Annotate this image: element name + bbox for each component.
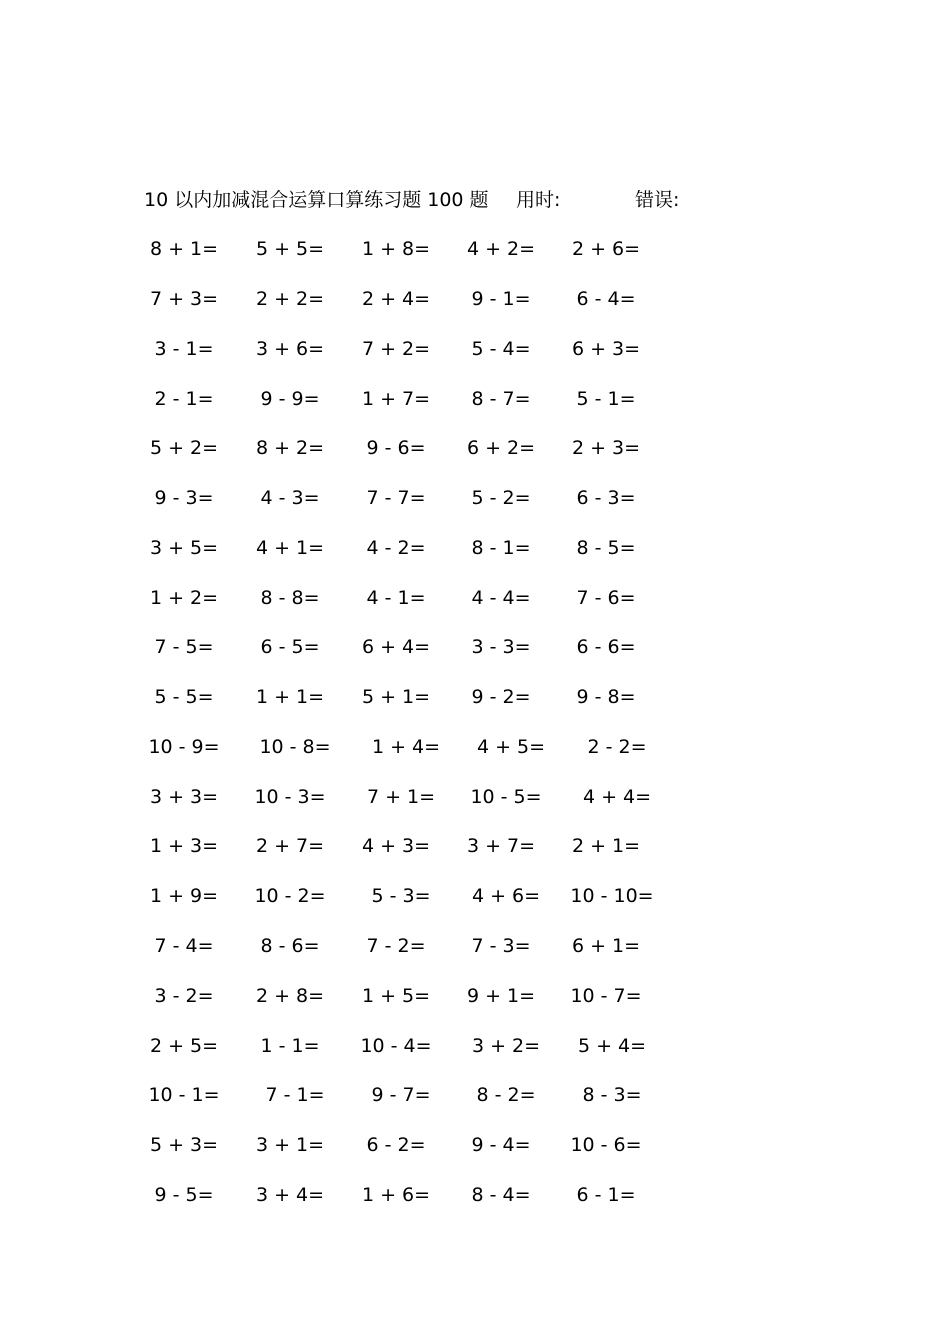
problem: 6 - 2=: [366, 1134, 426, 1156]
problem: 9 - 9=: [260, 388, 320, 410]
problem: 1 + 7=: [361, 388, 431, 410]
problem-row: [0, 632, 950, 662]
problem: 10 - 6=: [570, 1134, 642, 1156]
problem: 8 - 8=: [260, 587, 320, 609]
problem: 5 - 5=: [154, 686, 214, 708]
problem: 8 - 6=: [260, 935, 320, 957]
problem: 7 + 3=: [149, 288, 219, 310]
problem-row: [0, 533, 950, 563]
problem: 3 + 4=: [255, 1184, 325, 1206]
problem-row: [0, 682, 950, 712]
problem: 3 + 6=: [255, 338, 325, 360]
problem: 8 - 4=: [471, 1184, 531, 1206]
problem: 7 - 2=: [366, 935, 426, 957]
problem: 9 + 1=: [466, 985, 536, 1007]
problem: 6 - 4=: [576, 288, 636, 310]
problem: 6 - 3=: [576, 487, 636, 509]
problem: 3 - 2=: [154, 985, 214, 1007]
errors-label: 错误:: [635, 189, 680, 211]
problem-row: [0, 981, 950, 1011]
problem: 5 - 2=: [471, 487, 531, 509]
problem: 7 - 1=: [265, 1084, 325, 1106]
problem-row: [0, 334, 950, 364]
problem: 9 - 4=: [471, 1134, 531, 1156]
problem: 10 - 3=: [254, 786, 326, 808]
problem: 2 + 1=: [571, 835, 641, 857]
problem: 7 - 3=: [471, 935, 531, 957]
problem: 9 - 3=: [154, 487, 214, 509]
problem: 4 + 6=: [471, 885, 541, 907]
problem: 5 + 5=: [255, 238, 325, 260]
problem: 7 - 6=: [576, 587, 636, 609]
problem: 4 + 3=: [361, 835, 431, 857]
problem: 4 - 4=: [471, 587, 531, 609]
problem: 8 + 1=: [149, 238, 219, 260]
problem: 7 - 4=: [154, 935, 214, 957]
problem: 5 - 1=: [576, 388, 636, 410]
problem: 9 - 7=: [371, 1084, 431, 1106]
problem-row: [0, 284, 950, 314]
problem: 4 - 1=: [366, 587, 426, 609]
problem: 8 - 5=: [576, 537, 636, 559]
problem: 9 - 2=: [471, 686, 531, 708]
problem: 2 - 2=: [587, 736, 647, 758]
problem: 1 + 9=: [149, 885, 219, 907]
problem-row: [0, 732, 950, 762]
problem: 9 - 8=: [576, 686, 636, 708]
problem: 3 - 3=: [471, 636, 531, 658]
problem: 7 - 5=: [154, 636, 214, 658]
problem-row: [0, 881, 950, 911]
problem-row: [0, 433, 950, 463]
problem: 2 + 5=: [149, 1035, 219, 1057]
problem: 7 + 2=: [361, 338, 431, 360]
problem: 6 - 6=: [576, 636, 636, 658]
problem-row: [0, 1130, 950, 1160]
problem: 2 + 7=: [255, 835, 325, 857]
problem: 1 + 6=: [361, 1184, 431, 1206]
problem: 3 + 1=: [255, 1134, 325, 1156]
problem: 7 - 7=: [366, 487, 426, 509]
problem: 6 + 2=: [466, 437, 536, 459]
problem: 10 - 5=: [470, 786, 542, 808]
problem: 8 - 3=: [582, 1084, 642, 1106]
problem: 10 - 4=: [360, 1035, 432, 1057]
problem: 6 - 1=: [576, 1184, 636, 1206]
problem: 2 + 6=: [571, 238, 641, 260]
problem: 5 + 1=: [361, 686, 431, 708]
problem: 5 + 3=: [149, 1134, 219, 1156]
problem: 1 + 8=: [361, 238, 431, 260]
problem: 1 - 1=: [260, 1035, 320, 1057]
problem-row: [0, 234, 950, 264]
problem: 10 - 9=: [148, 736, 220, 758]
problem-row: [0, 831, 950, 861]
problem: 9 - 5=: [154, 1184, 214, 1206]
problem: 10 - 8=: [259, 736, 331, 758]
problem: 1 + 2=: [149, 587, 219, 609]
problem-row: [0, 1180, 950, 1210]
problem: 7 + 1=: [366, 786, 436, 808]
problem: 10 - 1=: [148, 1084, 220, 1106]
problem: 2 + 4=: [361, 288, 431, 310]
problem: 2 + 8=: [255, 985, 325, 1007]
problem: 1 + 4=: [371, 736, 441, 758]
worksheet-title: 10 以内加减混合运算口算练习题 100 题: [144, 189, 489, 211]
problem-row: [0, 1080, 950, 1110]
problem: 2 + 3=: [571, 437, 641, 459]
problem: 8 + 2=: [255, 437, 325, 459]
problem-row: [0, 583, 950, 613]
problem: 3 + 5=: [149, 537, 219, 559]
problem: 10 - 10=: [570, 885, 654, 907]
problem: 4 + 5=: [476, 736, 546, 758]
problem: 10 - 7=: [570, 985, 642, 1007]
problem: 1 + 1=: [255, 686, 325, 708]
problem: 5 + 4=: [577, 1035, 647, 1057]
problem-row: [0, 782, 950, 812]
problem: 6 + 1=: [571, 935, 641, 957]
problem: 3 + 7=: [466, 835, 536, 857]
problem: 5 + 2=: [149, 437, 219, 459]
problem: 4 - 3=: [260, 487, 320, 509]
problem-row: [0, 931, 950, 961]
problem: 1 + 3=: [149, 835, 219, 857]
problem-row: [0, 483, 950, 513]
problem: 10 - 2=: [254, 885, 326, 907]
problem: 4 + 4=: [582, 786, 652, 808]
problem: 4 + 1=: [255, 537, 325, 559]
problem: 5 - 3=: [371, 885, 431, 907]
problem: 6 - 5=: [260, 636, 320, 658]
problem: 8 - 7=: [471, 388, 531, 410]
problem: 8 - 1=: [471, 537, 531, 559]
problem: 5 - 4=: [471, 338, 531, 360]
problem: 9 - 1=: [471, 288, 531, 310]
problem: 2 + 2=: [255, 288, 325, 310]
problem: 1 + 5=: [361, 985, 431, 1007]
problem: 6 + 4=: [361, 636, 431, 658]
problem: 3 + 3=: [149, 786, 219, 808]
time-used-label: 用时:: [516, 189, 561, 211]
problem: 2 - 1=: [154, 388, 214, 410]
problem: 4 + 2=: [466, 238, 536, 260]
problem: 4 - 2=: [366, 537, 426, 559]
problem: 3 - 1=: [154, 338, 214, 360]
problem: 3 + 2=: [471, 1035, 541, 1057]
problem: 6 + 3=: [571, 338, 641, 360]
problem-row: [0, 384, 950, 414]
problem: 8 - 2=: [476, 1084, 536, 1106]
problem-row: [0, 1031, 950, 1061]
problem: 9 - 6=: [366, 437, 426, 459]
